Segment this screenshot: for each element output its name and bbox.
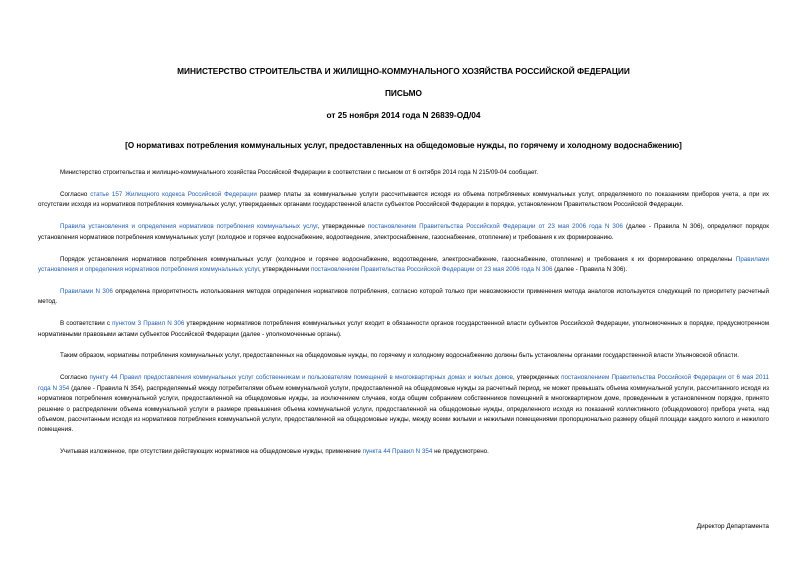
paragraph-3 [38,222,769,243]
paragraph-6 [38,319,769,340]
link-rules-306[interactable]: Правила установления и определения нормативов потребления коммунальных услуг [60,223,318,231]
paragraph-2 [38,190,769,211]
paragraph-text: Министерство строительства и жилищно-коммунального хозяйства Российской Федерации в соответствии с письмом от 6 октября 2014 года N 215/09-04 сообщает. [60,169,539,176]
paragraph-text: утверждение нормативов потребления коммунальных услуг входит в обязанности органов государственной власти субъектов Российской Федерации, уполномоченных в порядке, предусмотренном нормативными правовыми актами субъектов Российской Федерации (далее - уполномоченные органы). [38,320,769,338]
paragraph-text: определена приоритетность использования методов определения нормативов потребления, согласно которой только при невозможности применения метода аналогов используется следующий по приоритету расчетный метод. [38,287,769,306]
link-rules-306[interactable]: Правилами установления и определения нормативов потребления коммунальных услуг [38,255,769,273]
paragraph-text: (далее - Правила N 306), определяют порядок установления нормативов потребления коммунальных услуг (холодное и горячее водоснабжение, водоотведение, электроснабжение, газоснабжение, отопление) и требования к их формированию. [38,223,770,241]
paragraph-1 [38,168,769,178]
link-rules-354-item-44[interactable]: пункту 44 Правил предоставления коммунальных услуг собственникам и пользователям помещений в многоквартирных домах и жилых домов [89,374,513,382]
paragraph-text: Учитывая изложенное, при отсутствии действующих нормативов на общедомовые нужды, применение [60,448,363,456]
paragraph-text: (далее - Правила N 306). [552,265,628,273]
paragraph-text: Порядок установления нормативов потребления коммунальных услуг (холодное и горячее водоснабжение, водоотведение, электроснабжение, газоснабжение, отопление) и требования к их формированию определены [60,255,736,263]
paragraph-text: размер платы за коммунальные услуги рассчитывается исходя из объема потребляемых коммунальных услуг, определяемого по показаниям приборов учета, а при их отсутствии исходя из нормативов потребления коммунальных услуг, утверждаемых органами государственной власти субъектов Российской Федерации в порядке, установленном Правительством Российской Федерации. [38,190,769,209]
paragraph-text: Таким образом, нормативы потребления коммунальных услуг, предоставленных на общедомовые нужды, по горячему и холодному водоснабжению должны быть установлены органами государственной власти Ульяновской области. [60,352,739,360]
link-resolution-306[interactable]: постановлением Правительства Российской Федерации от 23 мая 2006 года N 306 [367,223,623,231]
link-rules-306-item-3[interactable]: пунктом 3 Правил N 306 [112,320,185,328]
link-resolution-354[interactable]: постановлением Правительства Российской Федерации от 6 мая 2011 года N 354 [38,374,769,392]
link-housing-code-article-157[interactable]: статье 157 Жилищного кодекса Российской Федерации [90,190,257,198]
link-rules-354-item-44-short[interactable]: пункта 44 Правил N 354 [362,448,433,456]
paragraph-9 [38,447,769,457]
ministry-title: МИНИСТЕРСТВО СТРОИТЕЛЬСТВА И ЖИЛИЩНО-КОММУНАЛЬНОГО ХОЗЯЙСТВА РОССИЙСКОЙ ФЕДЕРАЦИИ [177,66,630,76]
paragraph-7 [38,351,769,361]
paragraph-text: , утвержденных [512,374,562,382]
document-date-number: от 25 ноября 2014 года N 26839-ОД/04 [326,110,481,120]
paragraph-8 [38,373,769,435]
link-rules-306-short[interactable]: Правилами N 306 [60,287,113,295]
paragraph-text: (далее - Правила N 354), распределяемый между потребителями объем коммунальной услуги, предоставленной на общедомовые нужды за расчетный период, не может превышать объема коммунальной услуги, рассчитанного исходя из нормативов потребления коммунальной услуги, предоставленной на общедомовые нужды, за исключением случаев, когда общим собранием собственников помещений в многоквартирном доме, проведенным в установленном порядке, принято решение о распределении объема коммунальной услуги в размере превышения объема коммунальной услуги, предоставленной на общедомовые нужды, определенного исходя из показаний коллективного (общедомового) прибора учета, над объемом, рассчитанным исходя из нормативов потребления коммунальной услуги, предоставленной на общедомовые нужды, между всеми жилыми и нежилыми помещениями пропорционально размеру общей площади каждого жилого и нежилого помещения. [38,384,769,434]
paragraph-text: , утвержденные [317,223,368,231]
signature-line: Директор Департамента [696,523,769,530]
paragraph-4 [38,255,769,276]
paragraph-text: Согласно [60,374,90,382]
link-resolution-306[interactable]: постановлением Правительства Российской Федерации от 23 мая 2006 года N 306 [310,265,553,273]
document-type: ПИСЬМО [384,88,423,98]
paragraph-text: В соответствии с [60,320,113,328]
paragraph-text: не предусмотрено. [432,448,489,456]
paragraph-text: Согласно [60,190,91,198]
paragraph-text: , утвержденными [259,265,311,273]
document-subject: [О нормативах потребления коммунальных услуг, предоставленных на общедомовые нужды, по горячему и холодному водоснабжению] [125,141,682,150]
paragraph-5 [38,287,769,308]
